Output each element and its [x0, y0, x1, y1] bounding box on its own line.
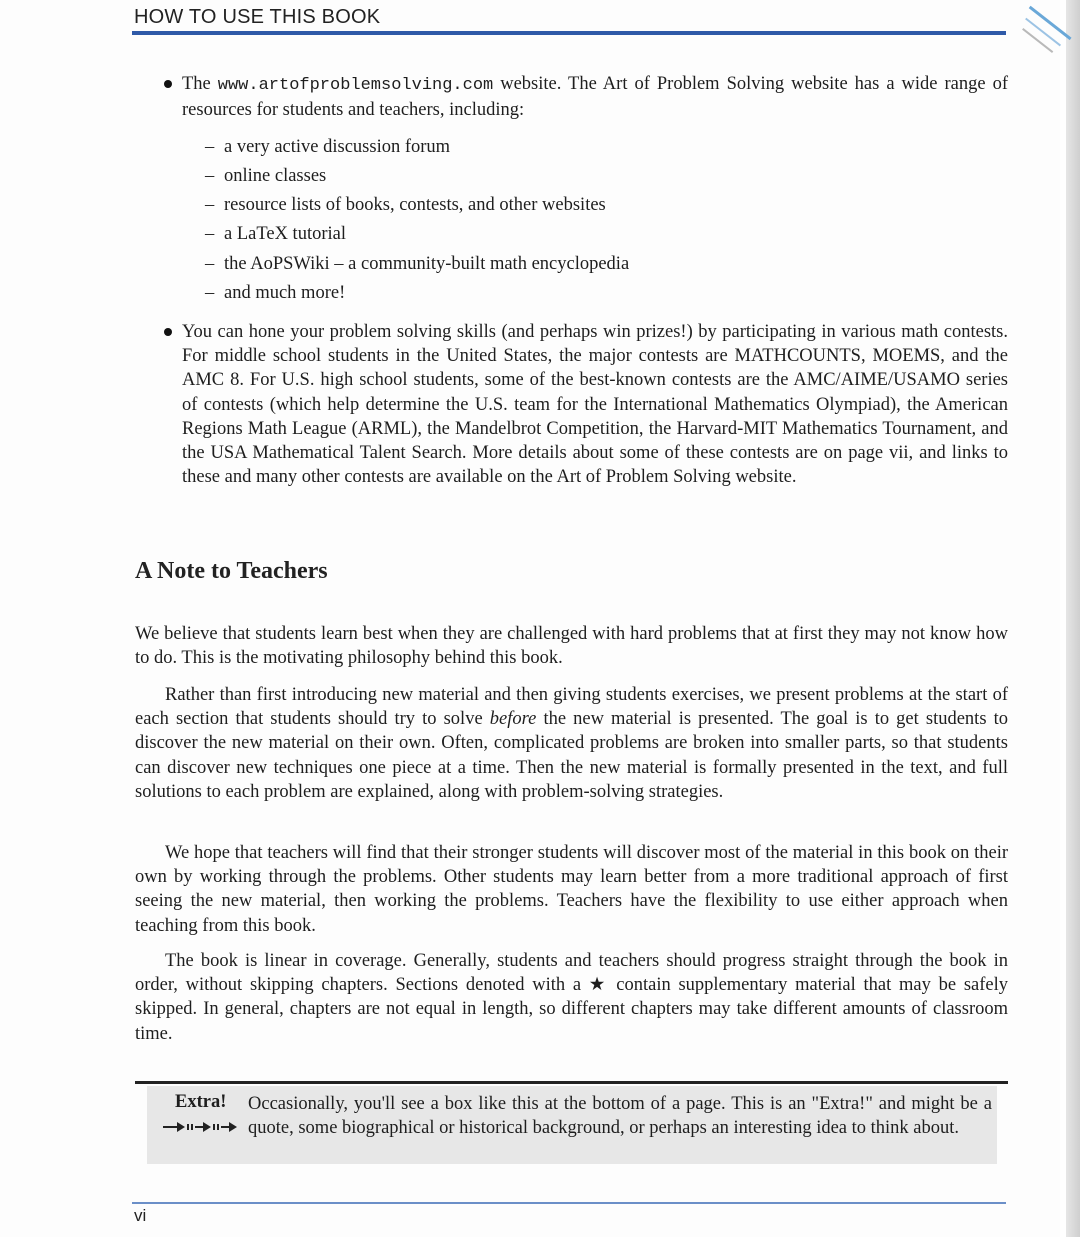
list-item: – a very active discussion forum	[205, 137, 451, 157]
paragraph: We hope that teachers will find that their stronger students will discover most of the material in this book on their own by working through the problems. Other students may learn better from a more traditional approach of first seeing the new material, then working the problems. Teachers have the flexibility to use either approach when teaching from this book.	[135, 843, 1008, 936]
bullet-icon	[164, 328, 172, 336]
list-item: – the AoPSWiki – a community-built math encyclopedia	[205, 254, 630, 274]
arrows-icon	[163, 1121, 239, 1133]
list-item: – online classes	[205, 166, 327, 186]
list-item: – a LaTeX tutorial	[205, 224, 346, 244]
running-header: HOW TO USE THIS BOOK	[134, 6, 381, 28]
footer-rule	[132, 1202, 1006, 1204]
extra-label: Extra!	[175, 1092, 227, 1112]
header-rule	[132, 31, 1006, 35]
bullet-website-text: The www.artofproblemsolving.com website. The Art of Problem Solving website has a wide range of resources for students and teachers, including:	[182, 74, 1009, 121]
emphasis: before	[489, 709, 537, 730]
extra-box	[135, 1081, 1008, 1167]
extra-rule	[135, 1081, 1008, 1084]
bullet-contests-text: You can hone your problem solving skills (and perhaps win prizes!) by participating in various math contests. For middle school students in the United States, the major contests are MATHCOUNTS, MOEMS, and the AMC 8. For U.S. high school students, some of the best-known contests are the AMC/AIME/USAMO series of contests (which help determine the U.S. team for the International Mathematics Olympiad), the American Regions Math League (ARML), the Mandelbrot Competition, the Harvard-MIT Mathematics Tournament, and the USA Mathematical Talent Search. More details about some of these contests are on page vii, and links to these and many other contests are available on the Art of Problem Solving website.	[182, 322, 1008, 488]
paragraph: We believe that students learn best when they are challenged with hard problems that at first they may not know how to do. This is the motivating philosophy behind this book.	[135, 624, 1008, 669]
page-number: vi	[134, 1206, 147, 1225]
website-url: www.artofproblemsolving.com	[217, 76, 494, 95]
paragraph: The book is linear in coverage. Generally, students and teachers should progress straight through the book in order, without skipping chapters. Sections denoted with a ★ contain supplementary material that may be safely skipped. In general, chapters are not equal in length, so different chapters may take different amounts of classroom time.	[135, 951, 1008, 1044]
list-item: – resource lists of books, contests, and other websites	[205, 195, 606, 215]
page-edge-shadow	[1066, 0, 1080, 1237]
list-item: – and much more!	[205, 283, 346, 303]
paragraph: Rather than first introducing new material and then giving students exercises, we present problems at the start of each section that students should try to solve before the new material is presented. The goal is to get students to discover the new material on their own. Often, complicated problems are broken into smaller parts, so that students can discover new techniques one piece at a time. Then the new material is formally presented in the text, and full solutions to each problem are explained, along with problem-solving strategies.	[135, 685, 1009, 802]
extra-text: Occasionally, you'll see a box like this at the bottom of a page. This is an "Extra!" and might be a quote, some biographical or historical background, or perhaps an interesting idea to think about.	[248, 1094, 992, 1138]
section-heading: A Note to Teachers	[135, 558, 328, 584]
bullet-icon	[164, 80, 172, 88]
